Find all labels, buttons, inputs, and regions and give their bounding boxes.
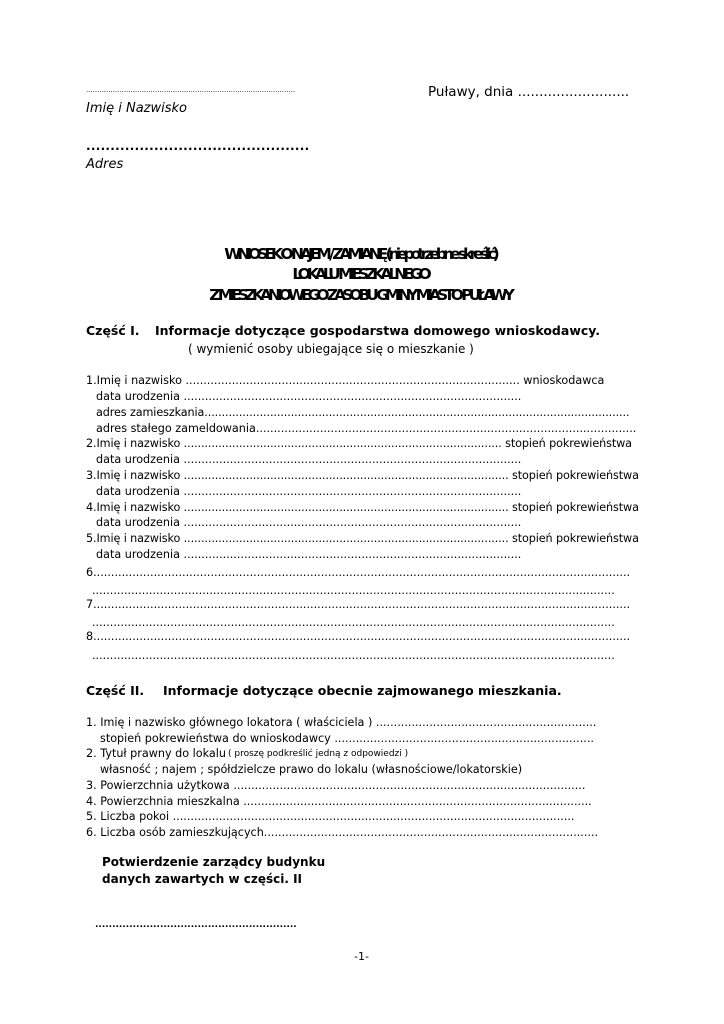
confirmation-line-1: Potwierdzenie zarządcy budynku: [102, 855, 326, 869]
part2-line: 1. Imię i nazwisko głównego lokatora ( właściciela ) ..............................................................: [86, 716, 597, 729]
part1-line: data urodzenia ...............................................................................................: [96, 548, 522, 561]
part1-line: 6.......................................................................................................................................................: [86, 566, 631, 579]
confirmation-line-2: danych zawartych w części. II: [102, 872, 302, 886]
part1-number: Część I.: [86, 323, 140, 338]
title-line-1: WNIOSEK O NAJEM / ZAMIANĘ (niepotrzebne skreślić): [224, 245, 496, 263]
part1-line: 5.Imię i nazwisko .............................................................................................. stopień pokrewieństwa: [86, 532, 639, 545]
part2-line: własność ; najem ; spółdzielcze prawo do lokalu (własnościowe/lokatorskie): [100, 763, 523, 776]
city-date: Puławy, dnia ..........................: [428, 84, 630, 100]
part2-line: 2. Tytuł prawny do lokalu: [86, 747, 226, 760]
part1-line: adres zamieszkania...........................................................................................................................: [96, 406, 630, 419]
signature-dots: ...........................................................: [95, 920, 297, 930]
page-number: -1-: [354, 950, 369, 963]
part2-line: stopień pokrewieństwa do wnioskodawcy .........................................................................: [100, 732, 594, 745]
part1-line: 4.Imię i nazwisko .............................................................................................. stopień pokrewieństwa: [86, 501, 639, 514]
part2-line: 6. Liczba osób zamieszkujących..............................................................................................: [86, 826, 599, 839]
part1-line: 3.Imię i nazwisko .............................................................................................. stopień pokrewieństwa: [86, 469, 639, 482]
part1-line: ...................................................................................................................................................: [92, 616, 615, 629]
title-line-2: LOKALU MIESZKALNEGO: [292, 265, 428, 283]
title-line-3: Z MIESZKANIOWEGO ZASOBU GMINY MIASTO PUŁAWY: [209, 286, 511, 304]
part1-line: 1.Imię i nazwisko .............................................................................................. wnioskodawca: [86, 374, 605, 387]
part2-heading: Informacje dotyczące obecnie zajmowanego mieszkania.: [163, 683, 562, 698]
part2-number: Część II.: [86, 683, 145, 698]
part1-line: data urodzenia ...............................................................................................: [96, 485, 522, 498]
name-label: Imię i Nazwisko: [86, 101, 187, 116]
part2-line: 3. Powierzchnia użytkowa ...................................................................................................: [86, 779, 586, 792]
part1-line: adres stałego zameldowania...........................................................................................................: [96, 422, 637, 435]
part2-note: ( proszę podkreślić jedną z odpowiedzi ): [228, 749, 409, 759]
name-dots: ..............................................................................................: [86, 86, 296, 94]
part1-line: 7.......................................................................................................................................................: [86, 598, 631, 611]
part1-line: 8.......................................................................................................................................................: [86, 630, 631, 643]
part1-line: 2.Imię i nazwisko ............................................................................................ stopień pokrewieństwa: [86, 437, 632, 450]
part1-line: data urodzenia ...............................................................................................: [96, 453, 522, 466]
part1-subheading: ( wymienić osoby ubiegające się o mieszkanie ): [188, 342, 474, 356]
address-label: Adres: [86, 157, 124, 172]
part1-heading: Informacje dotyczące gospodarstwa domowego wnioskodawcy.: [155, 323, 601, 338]
address-dots: ..............................................: [86, 139, 310, 153]
part1-line: ...................................................................................................................................................: [92, 584, 615, 597]
part2-line: 4. Powierzchnia mieszkalna ..................................................................................................: [86, 795, 592, 808]
part1-line: data urodzenia ...............................................................................................: [96, 516, 522, 529]
part1-line: data urodzenia ...............................................................................................: [96, 390, 522, 403]
part1-line: ...................................................................................................................................................: [92, 649, 615, 662]
part2-line: 5. Liczba pokoi .................................................................................................................: [86, 810, 575, 823]
